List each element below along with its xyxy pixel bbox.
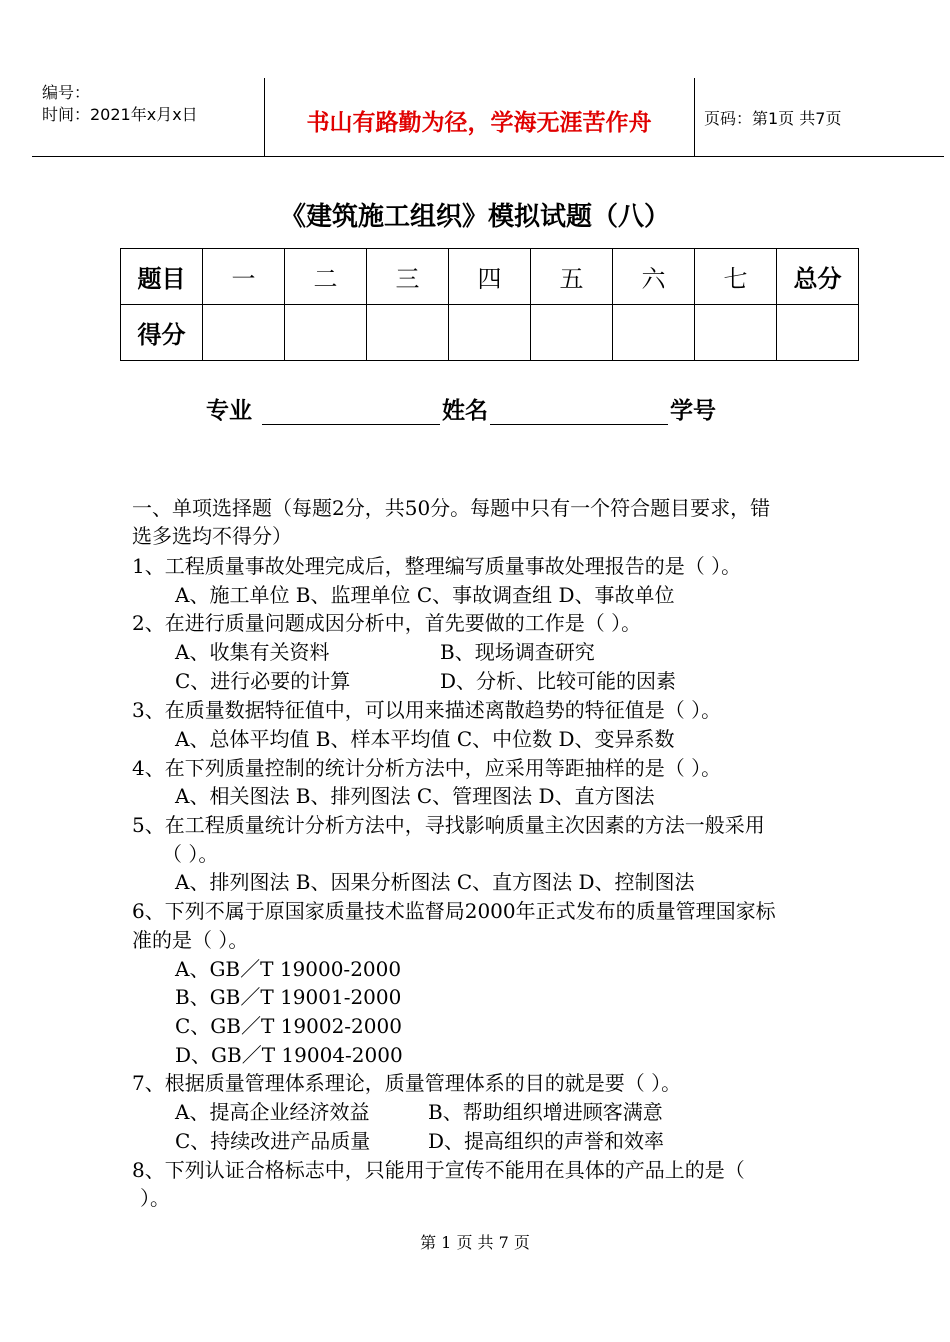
option-d: D、提高组织的声誉和效率 [428,1129,665,1153]
score-cell [285,305,367,361]
score-cell [203,305,285,361]
section-heading: 选多选均不得分） [132,524,292,548]
score-header-cell: 一 [203,249,285,305]
question-stem: ）。 [140,1186,170,1210]
question-stem: 准的是（ ）。 [132,928,249,952]
score-cell [613,305,695,361]
section-heading: 一、单项选择题（每题2分，共50分。每题中只有一个符合题目要求，错 [132,496,771,520]
score-header-cell: 七 [695,249,777,305]
option-c: C、持续改进产品质量 [175,1129,371,1153]
option-a: A、GB／T 19000-2000 [175,957,402,981]
option-b: B、帮助组织增进顾客满意 [428,1100,663,1124]
option-c: C、GB／T 19002-2000 [175,1014,402,1038]
score-header-cell: 五 [531,249,613,305]
score-cell [777,305,859,361]
option-b: B、现场调查研究 [440,640,595,664]
question-stem: 4、在下列质量控制的统计分析方法中，应采用等距抽样的是（ ）。 [132,756,722,780]
question-stem: 7、根据质量管理体系理论，质量管理体系的目的就是要（ ）。 [132,1071,682,1095]
question-stem: 3、在质量数据特征值中，可以用来描述离散趋势的特征值是（ ）。 [132,698,722,722]
option-d: D、GB／T 19004-2000 [175,1043,403,1067]
question-stem: 6、下列不属于原国家质量技术监督局2000年正式发布的质量管理国家标 [132,899,776,923]
question-stem: 2、在进行质量问题成因分析中，首先要做的工作是（ ）。 [132,611,642,635]
score-table [120,248,859,361]
score-header-cell: 六 [613,249,695,305]
score-header-cell: 总分 [777,249,859,305]
score-table-score-row [121,305,859,361]
score-header-cell: 三 [367,249,449,305]
header-divider [694,78,695,156]
name-label: 姓名 [442,398,489,424]
option-b: B、GB／T 19001-2000 [175,985,402,1009]
score-cell [367,305,449,361]
question-options: A、总体平均值 B、样本平均值 C、中位数 D、变异系数 [175,727,675,751]
question-options: A、相关图法 B、排列图法 C、管理图法 D、直方图法 [175,784,655,808]
page-footer: 第 1 页 共 7 页 [420,1233,530,1252]
time-label: 时间：2021年x月x日 [42,105,198,124]
question-stem: （ ）。 [162,842,219,866]
score-header-cell: 题目 [121,249,203,305]
option-d: D、分析、比较可能的因素 [440,669,677,693]
header-meta [42,82,198,126]
option-a: A、收集有关资料 [175,640,330,664]
major-label: 专业 [206,398,252,424]
question-options: A、排列图法 B、因果分析图法 C、直方图法 D、控制图法 [175,870,695,894]
score-header-cell: 二 [285,249,367,305]
serial-label: 编号： [42,83,91,102]
question-options: A、施工单位 B、监理单位 C、事故调查组 D、事故单位 [175,583,675,607]
student-id-label: 学号 [670,398,717,424]
score-cell [449,305,531,361]
option-a: A、提高企业经济效益 [175,1100,370,1124]
score-header-cell: 四 [449,249,531,305]
question-stem: 8、下列认证合格标志中，只能用于宣传不能用在具体的产品上的是（ [132,1158,745,1182]
score-row-label: 得分 [121,305,203,361]
motto: 书山有路勤为径，学海无涯苦作舟 [306,110,652,136]
score-table-header-row [121,249,859,305]
score-cell [695,305,777,361]
score-cell [531,305,613,361]
student-info-line [206,392,716,425]
page-code: 页码：第1页 共7页 [704,109,842,128]
exam-title: 《建筑施工组织》模拟试题（八） [279,202,670,232]
page-header [32,78,944,157]
question-stem: 1、工程质量事故处理完成后，整理编写质量事故处理报告的是（ ）。 [132,554,742,578]
name-blank [490,402,668,425]
option-c: C、进行必要的计算 [175,669,351,693]
question-stem: 5、在工程质量统计分析方法中，寻找影响质量主次因素的方法一般采用 [132,813,765,837]
major-blank [262,402,440,425]
